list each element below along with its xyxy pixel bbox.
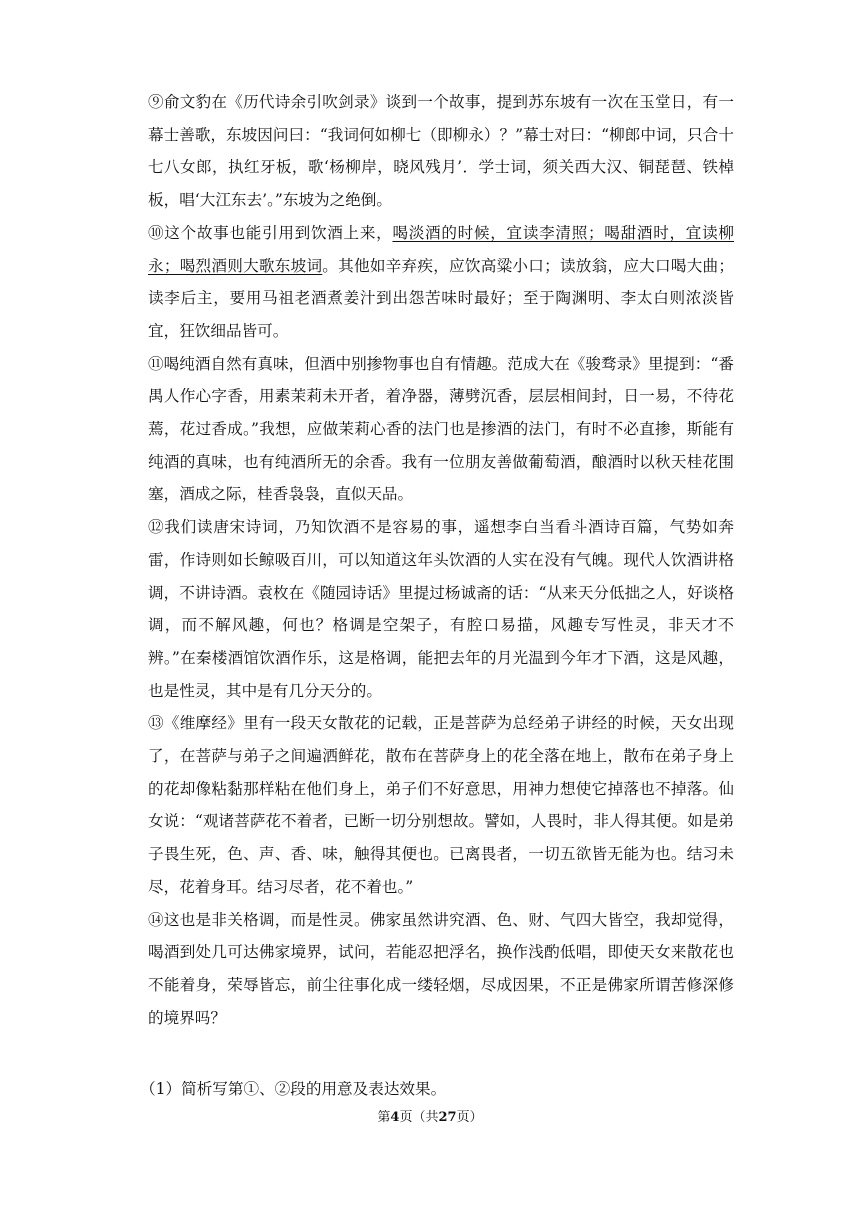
footer-total-pages: 27 bbox=[438, 1110, 457, 1125]
article-body bbox=[148, 86, 734, 1034]
footer-suffix: 页） bbox=[456, 1110, 483, 1125]
question-1: （1）简析写第①、②段的用意及表达效果。 bbox=[140, 1080, 447, 1098]
paragraph-10 bbox=[148, 217, 734, 348]
paragraph-13: ⑬《维摩经》里有一段天女散花的记载，正是菩萨为总经弟子讲经的时候，天女出现了，在菩萨与弟子之间遍洒鲜花，散布在菩萨身上的花全落在地上，散布在弟子身上的花却像粘黏那样粘在他们身上，弟子们不好意思，用神力想使它掉落也不掉落。仙女说：“观诸菩萨花不着者，已断一切分别想故。譬如，人畏时，非人得其便。如是弟子畏生死，色、声、香、味，触得其便也。已离畏者，一切五欲皆无能为也。结习未尽，花着身耳。结习尽者，花不着也。” bbox=[148, 714, 734, 896]
paragraph-10-lead: ⑩这个故事也能引用到饮酒上来， bbox=[148, 223, 393, 242]
paragraph-12: ⑫我们读唐宋诗词，乃知饮酒不是容易的事，遥想李白当看斗酒诗百篇，气势如奔雷，作诗则如长鲸吸百川，可以知道这年头饮酒的人实在没有气魄。现代人饮酒讲格调，不讲诗酒。袁枚在《随园诗话》里提过杨诚斋的话：“从来天分低拙之人，好谈格调，而不解风趣，何也？格调是空架子，有腔口易描，风趣专写性灵，非天才不辨。”在秦楼酒馆饮酒作乐，这是格调，能把去年的月光温到今年才下酒，这是风趣，也是性灵，其中是有几分天分的。 bbox=[148, 518, 734, 700]
page-footer bbox=[0, 1109, 860, 1127]
footer-prefix: 第 bbox=[377, 1110, 391, 1125]
paragraph-10-underlined: 喝淡酒的时候，宜读李清照；喝甜酒时，宜读柳永；喝烈酒则大歌东坡词 bbox=[148, 223, 734, 275]
paragraph-11: ⑪喝纯酒自然有真味，但酒中别掺物事也自有情趣。范成大在《骏骛录》里提到：“番禺人作心字香，用素茉莉未开者，着净器，薄劈沉香，层层相间封，日一易，不待花蔫，花过香成。”我想，应做茉莉心香的法门也是掺酒的法门，有时不必直掺，斯能有纯酒的真味，也有纯酒所无的余香。我有一位朋友善做葡萄酒，酿酒时以秋天桂花围塞，酒成之际，桂香袅袅，直似天品。 bbox=[148, 354, 734, 504]
footer-page-number: 4 bbox=[390, 1110, 400, 1125]
paragraph-10-rest: 。其他如辛弃疾，应饮高粱小口；读放翁，应大口喝大曲；读李后主，要用马祖老酒煮姜汁到出怨苦味时最好；至于陶渊明、李太白则浓淡皆宜，狂饮细品皆可。 bbox=[148, 256, 734, 340]
footer-mid: 页（共 bbox=[399, 1110, 439, 1125]
paragraph-14: ⑭这也是非关格调，而是性灵。佛家虽然讲究酒、色、财、气四大皆空，我却觉得，喝酒到处几可达佛家境界，试问，若能忍把浮名，换作浅酌低唱，即使天女来散花也不能着身，荣辱皆忘，前尘往事化成一缕轻烟，尽成因果，不正是佛家所谓苦修深修的境界吗？ bbox=[148, 910, 734, 1027]
paragraph-9: ⑨俞文豹在《历代诗余引吹剑录》谈到一个故事，提到苏东坡有一次在玉堂日，有一幕士善歌，东坡因问曰：“我词何如柳七（即柳永）？”幕士对曰：“柳郎中词，只合十七八女郎，执红牙板，歌‘杨柳岸，晓风残月’．学士词，须关西大汉、铜琵琶、铁棹板，唱‘大江东去’。”东坡为之绝倒。 bbox=[148, 93, 734, 210]
